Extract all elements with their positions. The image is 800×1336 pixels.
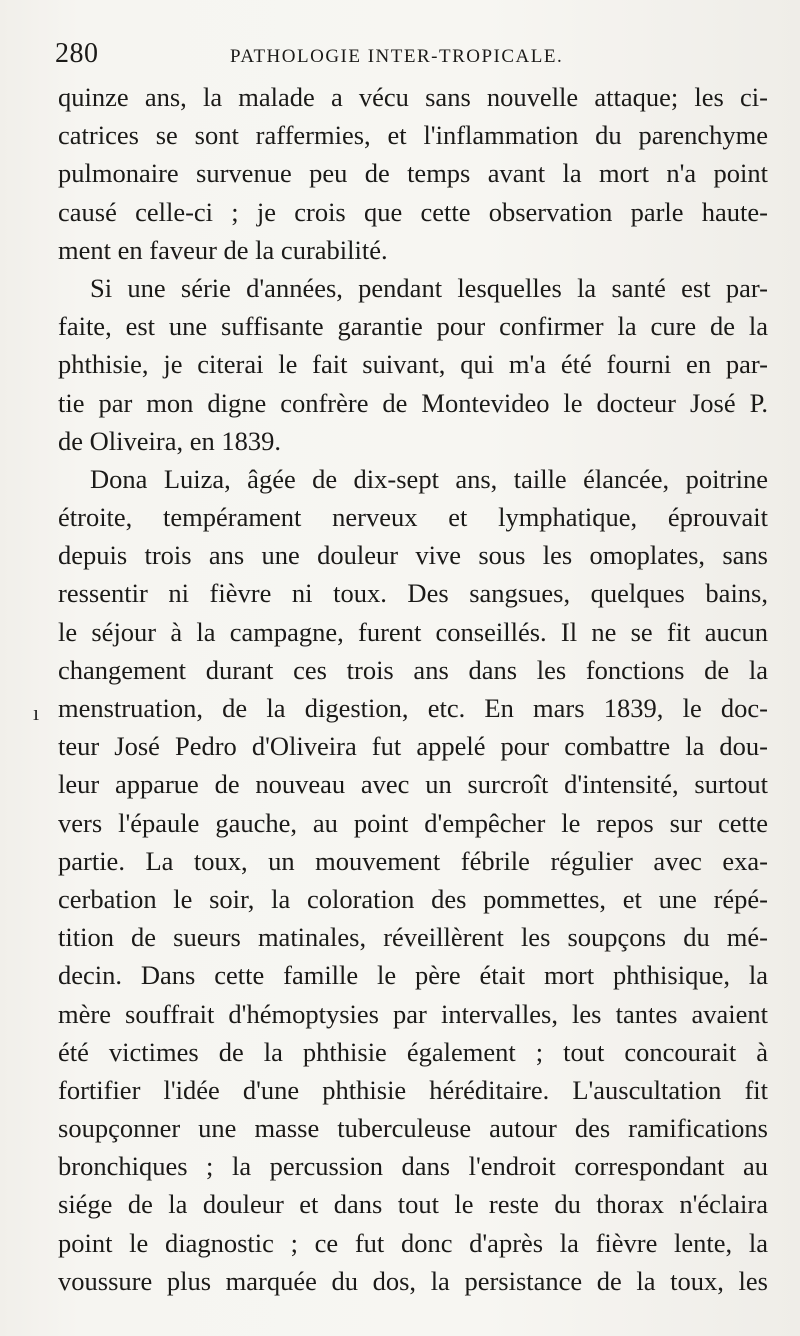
text-line: phthisie, je citerai le fait suivant, qui m'a été fourni en par-: [58, 349, 768, 380]
text-line: siége de la douleur et dans tout le reste du thorax n'éclaira: [58, 1189, 768, 1220]
text-line: pulmonaire survenue peu de temps avant la mort n'a point: [58, 158, 768, 189]
text-line: changement durant ces trois ans dans les fonctions de la: [58, 654, 768, 685]
text-line: cerbation le soir, la coloration des pommettes, et une répé-: [58, 883, 768, 914]
page-header: [55, 38, 755, 78]
body-text: [58, 78, 768, 1300]
text-line: tie par mon digne confrère de Montevideo le docteur José P.: [58, 387, 768, 418]
running-title: PATHOLOGIE INTER-TROPICALE.: [230, 46, 564, 67]
text-line: bronchiques ; la percussion dans l'endroit correspondant au: [58, 1151, 768, 1182]
text-line: menstruation, de la digestion, etc. En mars 1839, le doc-: [58, 693, 768, 723]
text-line: Dona Luiza, âgée de dix-sept ans, taille élancée, poitrine: [90, 463, 768, 494]
text-line: le séjour à la campagne, furent conseillés. Il ne se fit aucun: [58, 616, 768, 647]
text-line: quinze ans, la malade a vécu sans nouvelle attaque; les ci-: [58, 82, 768, 112]
text-line: point le diagnostic ; ce fut donc d'après la fièvre lente, la: [58, 1227, 768, 1258]
text-line: voussure plus marquée du dos, la persistance de la toux, les: [58, 1265, 768, 1296]
text-line: vers l'épaule gauche, au point d'empêcher le repos sur cette: [58, 807, 768, 838]
text-line: partie. La toux, un mouvement fébrile régulier avec exa-: [58, 845, 768, 876]
text-line: catrices se sont raffermies, et l'inflammation du parenchyme: [58, 120, 768, 151]
text-line: faite, est une suffisante garantie pour confirmer la cure de la: [58, 311, 768, 342]
text-line: étroite, tempérament nerveux et lymphatique, éprouvait: [58, 502, 768, 533]
text-line: teur José Pedro d'Oliveira fut appelé pour combattre la dou-: [58, 731, 768, 762]
page-number: 280: [55, 38, 99, 69]
text-line: ment en faveur de la curabilité.: [58, 234, 388, 265]
text-line: ressentir ni fièvre ni toux. Des sangsues, quelques bains,: [58, 578, 768, 609]
text-line: depuis trois ans une douleur vive sous les omoplates, sans: [58, 540, 768, 571]
text-line: mère souffrait d'hémoptysies par intervalles, les tantes avaient: [58, 998, 768, 1029]
text-line: Si une série d'années, pendant lesquelles la santé est par-: [90, 272, 768, 303]
text-line: decin. Dans cette famille le père était mort phthisique, la: [58, 960, 768, 991]
text-line: de Oliveira, en 1839.: [58, 425, 281, 456]
text-line: leur apparue de nouveau avec un surcroît d'intensité, surtout: [58, 769, 768, 800]
text-line: soupçonner une masse tuberculeuse autour des ramifications: [58, 1113, 768, 1144]
margin-mark: ı: [33, 700, 40, 725]
text-line: été victimes de la phthisie également ; tout concourait à: [58, 1036, 768, 1067]
text-line: fortifier l'idée d'une phthisie héréditaire. L'auscultation fit: [58, 1074, 768, 1105]
text-line: tition de sueurs matinales, réveillèrent les soupçons du mé-: [58, 922, 768, 953]
text-line: causé celle-ci ; je crois que cette observation parle haute-: [58, 196, 768, 227]
